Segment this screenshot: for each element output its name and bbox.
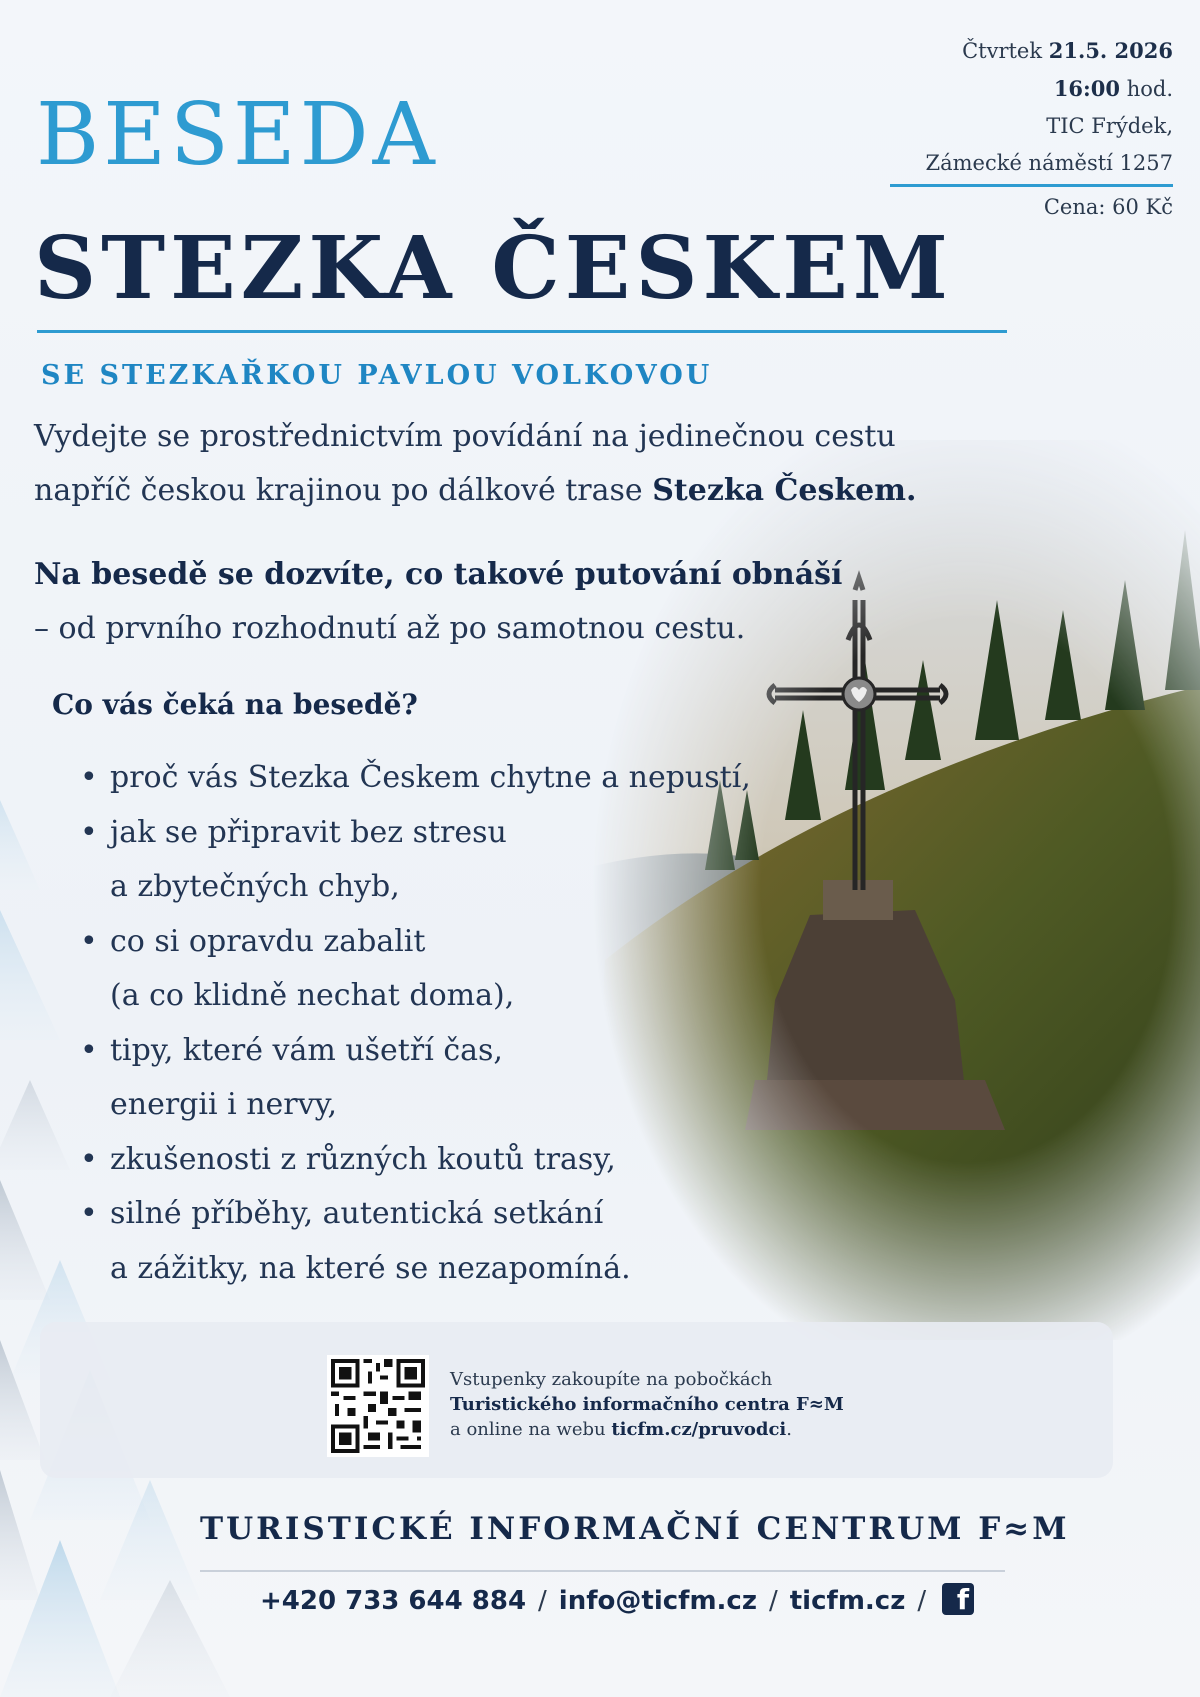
event-address: Zámecké náměstí 1257 (925, 151, 1173, 175)
info-divider (890, 184, 1173, 187)
event-price: Cena: 60 Kč (1043, 195, 1173, 219)
event-date: 21.5. 2026 (1048, 38, 1173, 63)
list-item-text: • jak se připravit bez stresu (110, 814, 507, 850)
list-item (80, 1024, 751, 1133)
lead-plain: – od prvního rozhodnutí až po samotnou cestu. (34, 611, 746, 646)
organization-name: TURISTICKÉ INFORMAČNÍ CENTRUM F≈M (200, 1511, 1070, 1547)
qr-code[interactable] (327, 1355, 429, 1457)
list-item (80, 1187, 751, 1296)
event-info (926, 32, 1173, 182)
list-item-text: • proč vás Stezka Českem chytne a nepustí, (110, 760, 751, 795)
subtitle: SE STEZKAŘKOU PAVLOU VOLKOVOU (41, 360, 713, 391)
bullet-list (80, 751, 751, 1296)
list-item-text: • tipy, které vám ušetří čas, (110, 1032, 503, 1068)
separator: / (917, 1586, 927, 1616)
ticket-link[interactable]: ticfm.cz/pruvodci (611, 1419, 787, 1440)
list-item-text: a zážitky, na které se nezapomíná. (110, 1250, 631, 1286)
footer-divider (200, 1570, 1005, 1572)
ticket-line-3-end: . (786, 1419, 792, 1440)
ticket-line-1: Vstupenky zakoupíte na pobočkách (450, 1369, 773, 1390)
list-item (80, 915, 751, 1024)
contact-bar (260, 1583, 974, 1619)
event-time-suffix: hod. (1126, 77, 1173, 101)
ticket-text (450, 1367, 844, 1442)
event-place: TIC Frýdek, (1046, 114, 1173, 138)
ticket-line-3: a online na webu (450, 1419, 612, 1440)
intro-highlight: Stezka Českem. (652, 473, 917, 508)
page-title: STEZKA ČESKEM (34, 218, 953, 319)
title-divider (37, 330, 1007, 333)
list-item (80, 1133, 751, 1188)
facebook-icon[interactable]: f (942, 1583, 974, 1615)
intro-line-1: Vydejte se prostřednictvím povídání na jedinečnou cestu (34, 419, 896, 454)
list-item-text: • zkušenosti z různých koutů trasy, (110, 1141, 616, 1177)
intro-paragraph (34, 410, 1014, 518)
ticket-line-2: Turistického informačního centra F≈M (450, 1394, 844, 1415)
separator: / (768, 1586, 778, 1616)
event-day: Čtvrtek (962, 39, 1043, 63)
kicker-heading: BESEDA (36, 85, 439, 185)
event-time: 16:00 (1053, 76, 1121, 101)
list-item (80, 751, 751, 806)
email-link[interactable]: info@ticfm.cz (558, 1586, 757, 1616)
section-heading: Co vás čeká na besedě? (52, 688, 418, 721)
separator: / (538, 1586, 547, 1616)
intro-line-2: napříč českou krajinou po dálkové trase (34, 473, 653, 508)
list-item-text: (a co klidně nechat doma), (110, 978, 515, 1013)
web-link[interactable]: ticfm.cz (789, 1586, 906, 1616)
phone-link[interactable]: +420 733 644 884 (260, 1586, 527, 1616)
lead-paragraph (34, 548, 1014, 656)
list-item-text: • silné příběhy, autentická setkání (110, 1196, 604, 1231)
lead-bold: Na besedě se dozvíte, co takové putování obnáší (34, 557, 843, 592)
list-item (80, 806, 751, 915)
list-item-text: • co si opravdu zabalit (110, 923, 426, 959)
list-item-text: a zbytečných chyb, (110, 869, 400, 904)
list-item-text: energii i nervy, (110, 1087, 338, 1122)
